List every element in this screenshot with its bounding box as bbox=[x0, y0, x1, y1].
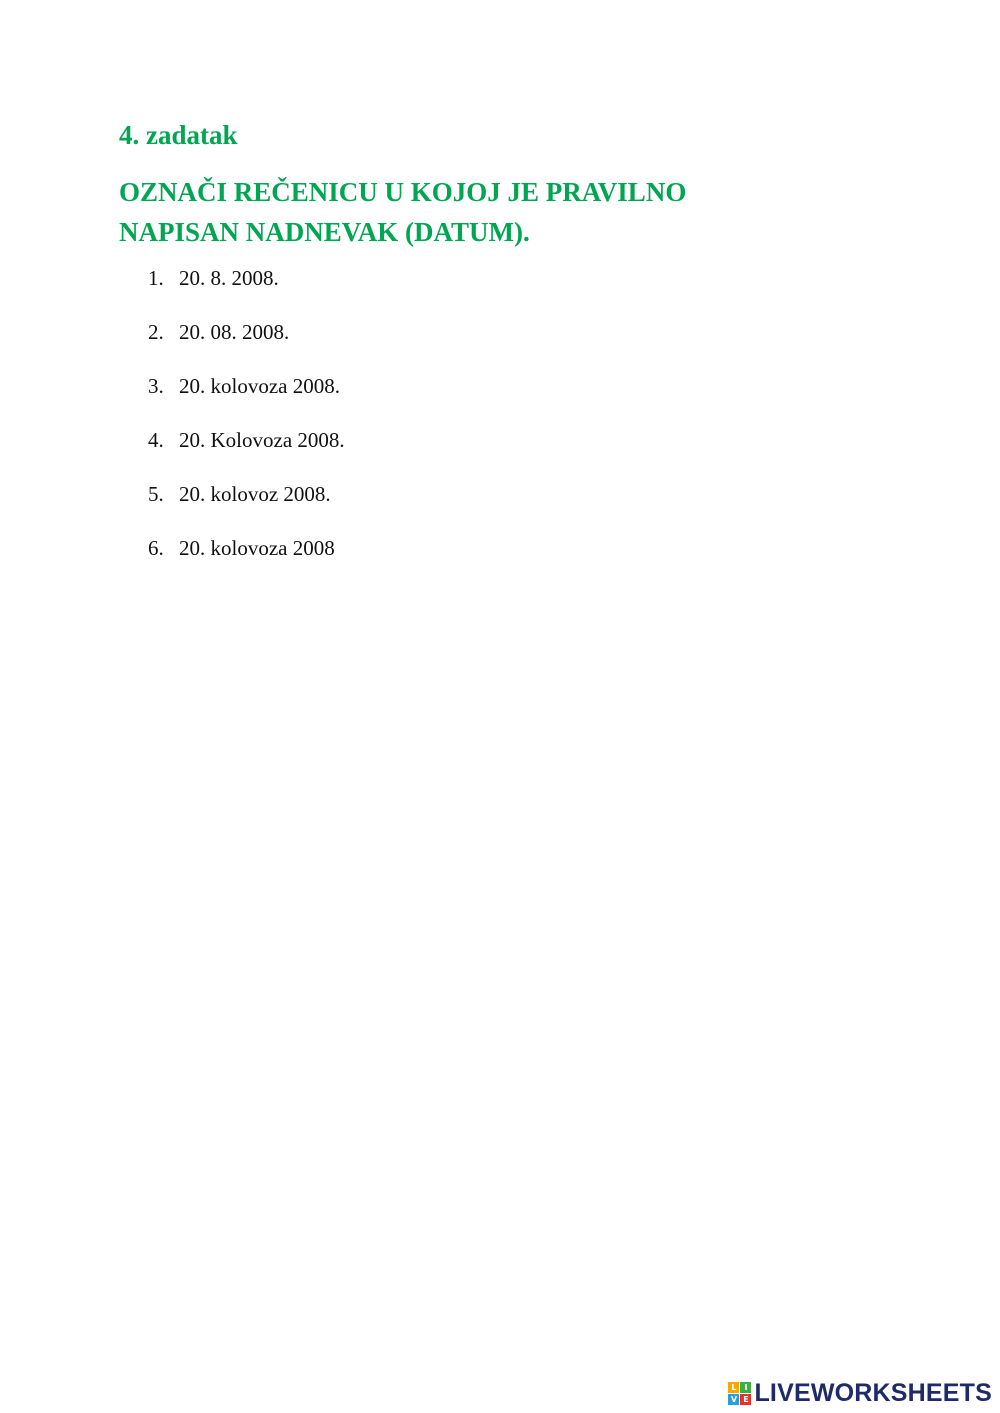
option-text: 20. kolovoza 2008 bbox=[179, 536, 335, 560]
answer-option-4[interactable] bbox=[148, 426, 345, 480]
option-number: 2. bbox=[148, 320, 164, 344]
instruction-line-2: NAPISAN NADNEVAK (DATUM). bbox=[119, 217, 530, 247]
option-number: 1. bbox=[148, 266, 164, 290]
logo-mark-letter: V bbox=[728, 1394, 739, 1405]
answer-option-2[interactable] bbox=[148, 318, 345, 372]
option-number: 5. bbox=[148, 482, 164, 506]
instruction-line-1: OZNAČI REČENICU U KOJOJ JE PRAVILNO bbox=[119, 177, 687, 207]
logo-mark-icon bbox=[728, 1382, 751, 1405]
task-instruction bbox=[119, 172, 819, 252]
option-text: 20. kolovoza 2008. bbox=[179, 374, 340, 398]
option-number: 4. bbox=[148, 428, 164, 452]
answer-option-1[interactable] bbox=[148, 264, 345, 318]
liveworksheets-logo bbox=[728, 1379, 992, 1407]
option-text: 20. 8. 2008. bbox=[179, 266, 279, 290]
answer-option-3[interactable] bbox=[148, 372, 345, 426]
logo-text: LIVEWORKSHEETS bbox=[754, 1378, 992, 1407]
answer-option-5[interactable] bbox=[148, 480, 345, 534]
answer-option-6[interactable] bbox=[148, 534, 345, 588]
option-text: 20. 08. 2008. bbox=[179, 320, 290, 344]
option-text: 20. kolovoz 2008. bbox=[179, 482, 331, 506]
option-number: 6. bbox=[148, 536, 164, 560]
answer-options-list bbox=[148, 264, 345, 588]
option-number: 3. bbox=[148, 374, 164, 398]
logo-mark-letter: L bbox=[728, 1382, 739, 1393]
logo-mark-letter: E bbox=[740, 1394, 751, 1405]
task-number-heading: 4. zadatak bbox=[119, 120, 238, 150]
logo-mark-letter: I bbox=[740, 1382, 751, 1393]
option-text: 20. Kolovoza 2008. bbox=[179, 428, 345, 452]
